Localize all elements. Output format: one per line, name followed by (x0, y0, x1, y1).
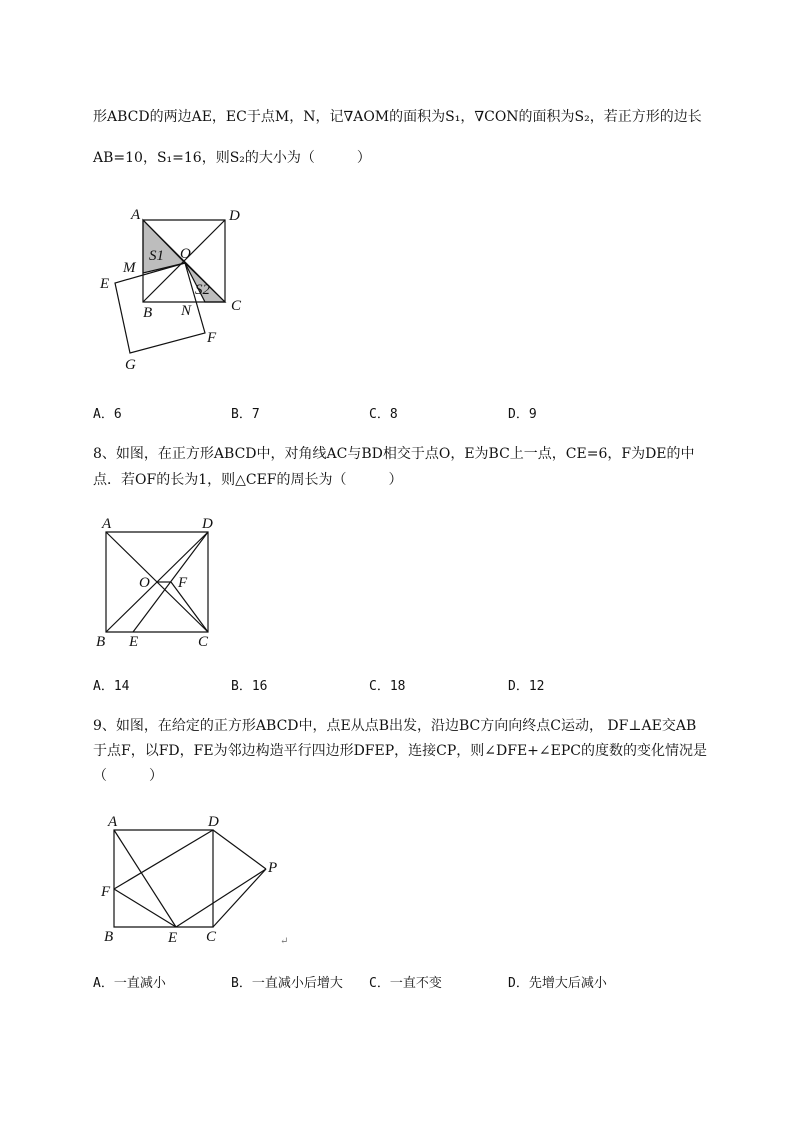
q9-text-line1: 9、如图，在给定的正方形ABCD中，点E从点B出发，沿边BC方向向终点C运动， DF⊥AE交AB (93, 718, 697, 734)
q9-label-p: P (268, 860, 278, 876)
q7-option-c[interactable]: C．8 (369, 407, 398, 422)
q9-label-e: E (168, 930, 178, 946)
q7-options (93, 403, 713, 423)
q8-label-e: E (129, 634, 139, 650)
q9-label-d: D (208, 814, 219, 830)
q9-text-line3: （ ） (93, 768, 163, 784)
q7-option-a[interactable]: A．6 (93, 407, 122, 422)
q8-options (93, 675, 713, 695)
q8-label-f: F (178, 575, 188, 591)
q9-text-line2: 于点F，以FD，FE为邻边构造平行四边形DFEP，连接CP，则∠DFE+∠EPC的度数的变化情况是 (93, 743, 707, 759)
q8-label-a: A (102, 516, 112, 532)
q7-label-a: A (131, 207, 141, 223)
q9-label-c: C (206, 929, 217, 945)
q7-option-d[interactable]: D．9 (508, 407, 537, 422)
q7-option-b[interactable]: B．7 (231, 407, 260, 422)
q9-segment-fe (114, 889, 176, 927)
q8-option-d[interactable]: D．12 (508, 679, 545, 694)
q7-text-line1: 形ABCD的两边AE，EC于点M，N，记∇AOM的面积为S₁，∇CON的面积为S₂，若正方形的边长 (93, 109, 702, 125)
q8-label-o: O (139, 575, 150, 591)
q8-label-d: D (202, 516, 213, 532)
q7-label-b: B (143, 305, 153, 321)
q9-option-b[interactable]: B．一直减小后增大 (231, 976, 343, 991)
q9-figure (98, 812, 298, 952)
q9-option-c[interactable]: C．一直不变 (369, 976, 442, 991)
q9-segment-fd (114, 830, 213, 889)
q9-label-f: F (101, 884, 111, 900)
q7-label-f: F (207, 330, 217, 346)
q9-segment-dp (213, 830, 266, 869)
q7-label-n: N (181, 303, 192, 319)
q8-segment-fc (171, 582, 208, 632)
q8-option-a[interactable]: A．14 (93, 679, 130, 694)
q7-label-g: G (125, 357, 136, 373)
q7-label-d: D (229, 208, 240, 224)
q7-label-s1: S1 (149, 248, 164, 264)
q7-label-s2: S2 (195, 282, 210, 298)
q8-option-c[interactable]: C．18 (369, 679, 406, 694)
q9-option-a[interactable]: A．一直减小 (93, 976, 166, 991)
q7-figure (95, 200, 265, 380)
q8-text-line1: 8、如图，在正方形ABCD中，对角线AC与BD相交于点O，E为BC上一点，CE=6，F为DE的中 (93, 446, 695, 462)
q7-label-o: O (180, 246, 191, 262)
q9-return-mark: ↵ (280, 936, 289, 947)
q8-option-b[interactable]: B．16 (231, 679, 268, 694)
q9-option-d[interactable]: D．先增大后减小 (508, 976, 607, 991)
q9-label-b: B (104, 929, 114, 945)
q7-label-m: M (123, 260, 136, 276)
q9-label-a: A (108, 814, 118, 830)
q7-text-line2: AB=10，S₁=16，则S₂的大小为（ ） (93, 150, 371, 166)
q8-text-line2: 点．若OF的长为1，则△CEF的周长为（ ） (93, 472, 403, 488)
q8-label-b: B (96, 634, 106, 650)
q8-label-c: C (198, 634, 209, 650)
q8-figure (92, 512, 232, 652)
q9-segment-ae (114, 830, 176, 927)
q7-label-e: E (100, 276, 110, 292)
q9-options (93, 972, 713, 992)
q7-label-c: C (231, 298, 242, 314)
